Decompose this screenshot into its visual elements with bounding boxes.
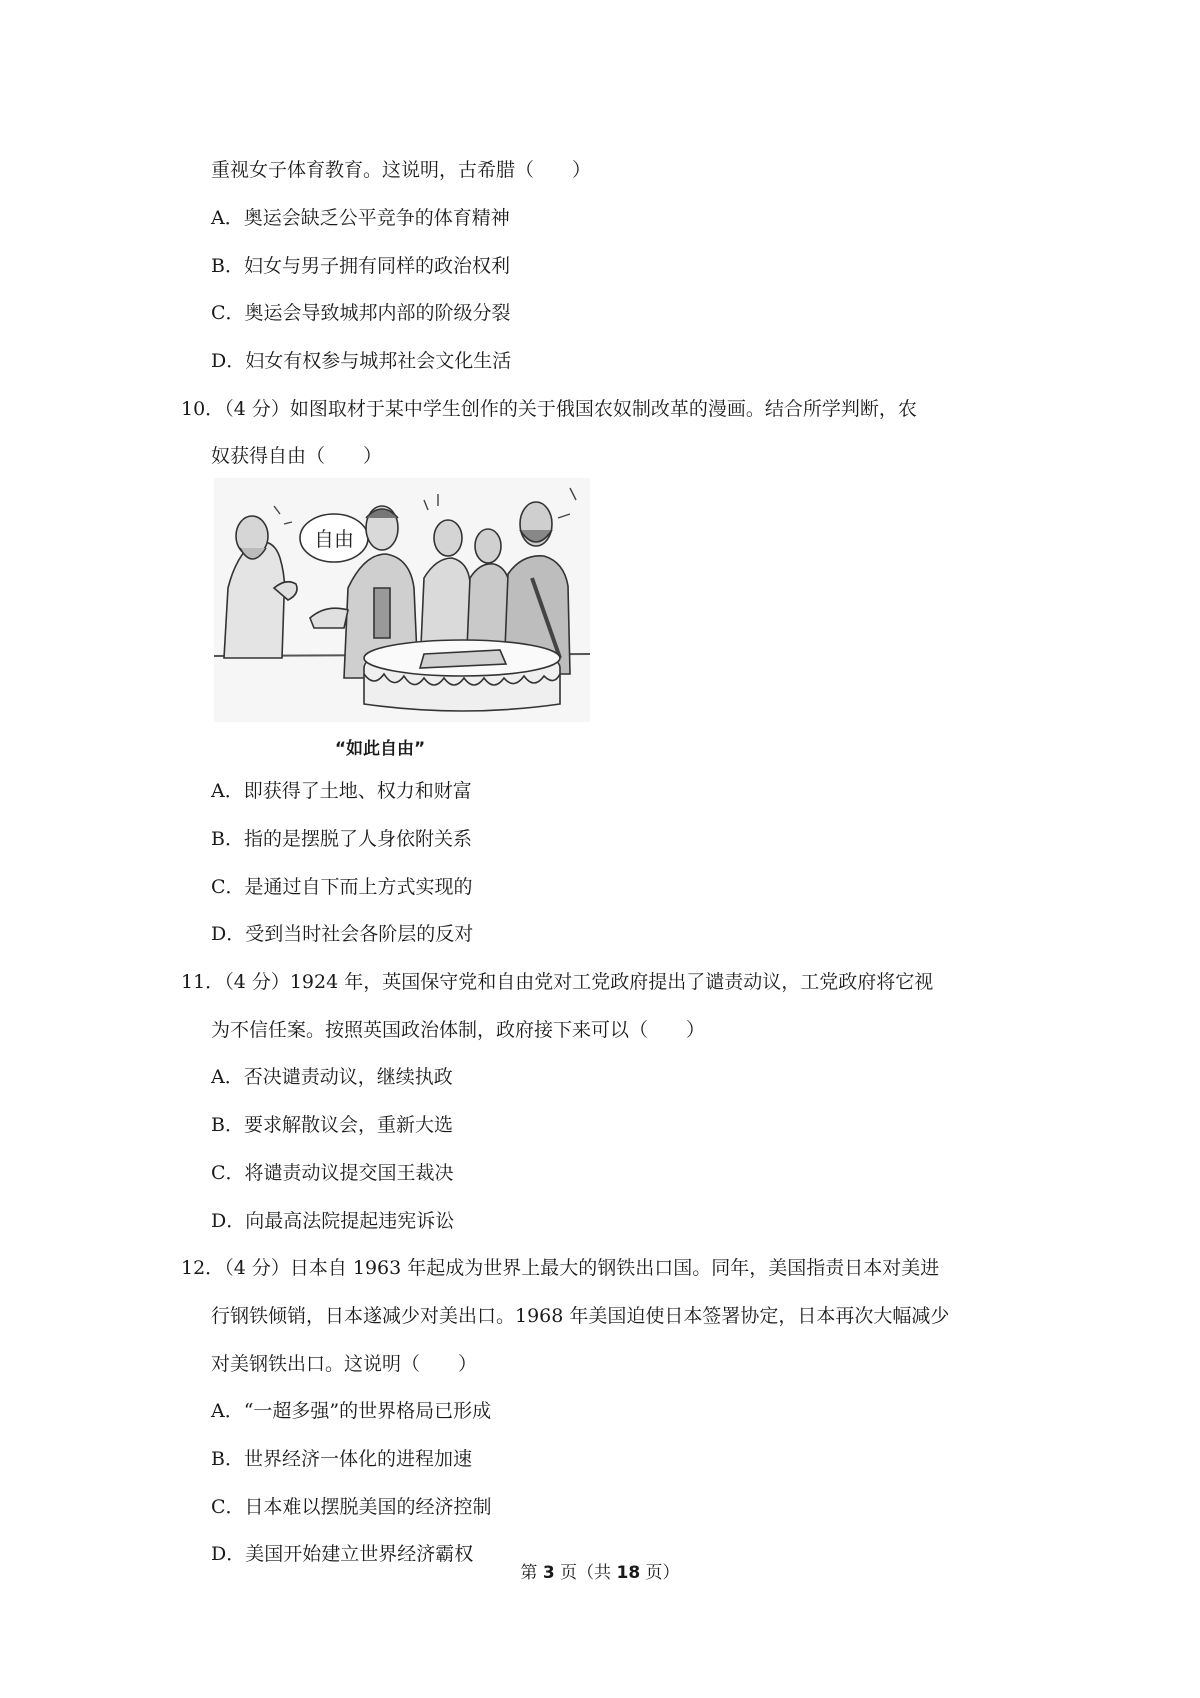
question-12-option-d: D．美国开始建立世界经济霸权 — [211, 1543, 474, 1565]
question-11 — [181, 969, 933, 995]
figure-caption: “如此自由” — [334, 739, 426, 759]
question-11-option-a: A．否决谴责动议，继续执政 — [211, 1066, 453, 1088]
question-12 — [181, 1255, 939, 1281]
question-stem-line: 行钢铁倾销，日本遂减少对美出口。1968 年美国迫使日本签署协定，日本再次大幅减少 — [211, 1305, 950, 1327]
footer-prefix: 第 — [520, 1563, 543, 1583]
question-stem-line: 对美钢铁出口。这说明（ ） — [211, 1353, 478, 1375]
question-10-option-b: B．指的是摆脱了人身依附关系 — [211, 828, 472, 850]
total-pages: 18 — [616, 1563, 641, 1583]
question-9-option-a: A．奥运会缺乏公平竞争的体育精神 — [211, 207, 510, 229]
question-10-option-d: D．受到当时社会各阶层的反对 — [211, 923, 474, 945]
question-11-option-b: B．要求解散议会，重新大选 — [211, 1114, 453, 1136]
question-10-option-a: A．即获得了土地、权力和财富 — [211, 780, 472, 802]
footer-suffix: 页） — [640, 1563, 680, 1583]
question-stem-line: 奴获得自由（ ） — [211, 445, 383, 467]
question-11-option-d: D．向最高法院提起违宪诉讼 — [211, 1210, 455, 1232]
question-number: 10． — [181, 398, 225, 420]
page-number: 3 — [542, 1563, 555, 1583]
question-11-option-c: C．将谴责动议提交国王裁决 — [211, 1162, 454, 1184]
question-9-option-c: C．奥运会导致城邦内部的阶级分裂 — [211, 302, 511, 324]
question-9-option-d: D．妇女有权参与城邦社会文化生活 — [211, 350, 512, 372]
question-stem-line: （4 分）1924 年，英国保守党和自由党对工党政府提出了谴责动议，工党政府将它视 — [224, 971, 934, 993]
question-number: 12． — [181, 1257, 225, 1279]
question-9-stem-tail: 重视女子体育教育。这说明，古希腊（ ） — [211, 159, 592, 181]
question-12-option-c: C．日本难以摆脱美国的经济控制 — [211, 1496, 492, 1518]
serf-cartoon-image — [214, 478, 590, 722]
question-stem-line: 为不信任案。按照英国政治体制，政府接下来可以（ ） — [211, 1019, 706, 1041]
question-10-option-c: C．是通过自下而上方式实现的 — [211, 876, 473, 898]
speech-bubble-text: 自由 — [314, 527, 354, 551]
question-12-option-b: B．世界经济一体化的进程加速 — [211, 1448, 472, 1470]
question-number: 11． — [181, 971, 225, 993]
question-stem-line: （4 分）如图取材于某中学生创作的关于俄国农奴制改革的漫画。结合所学判断，农 — [224, 398, 917, 420]
page-footer — [0, 1561, 1200, 1585]
question-9-option-b: B．妇女与男子拥有同样的政治权利 — [211, 255, 510, 277]
question-stem-line: （4 分）日本自 1963 年起成为世界上最大的钢铁出口国。同年，美国指责日本对美进 — [224, 1257, 940, 1279]
question-12-option-a: A．“一超多强”的世界格局已形成 — [211, 1400, 492, 1422]
question-10 — [181, 396, 917, 422]
footer-middle: 页（共 — [554, 1563, 617, 1583]
